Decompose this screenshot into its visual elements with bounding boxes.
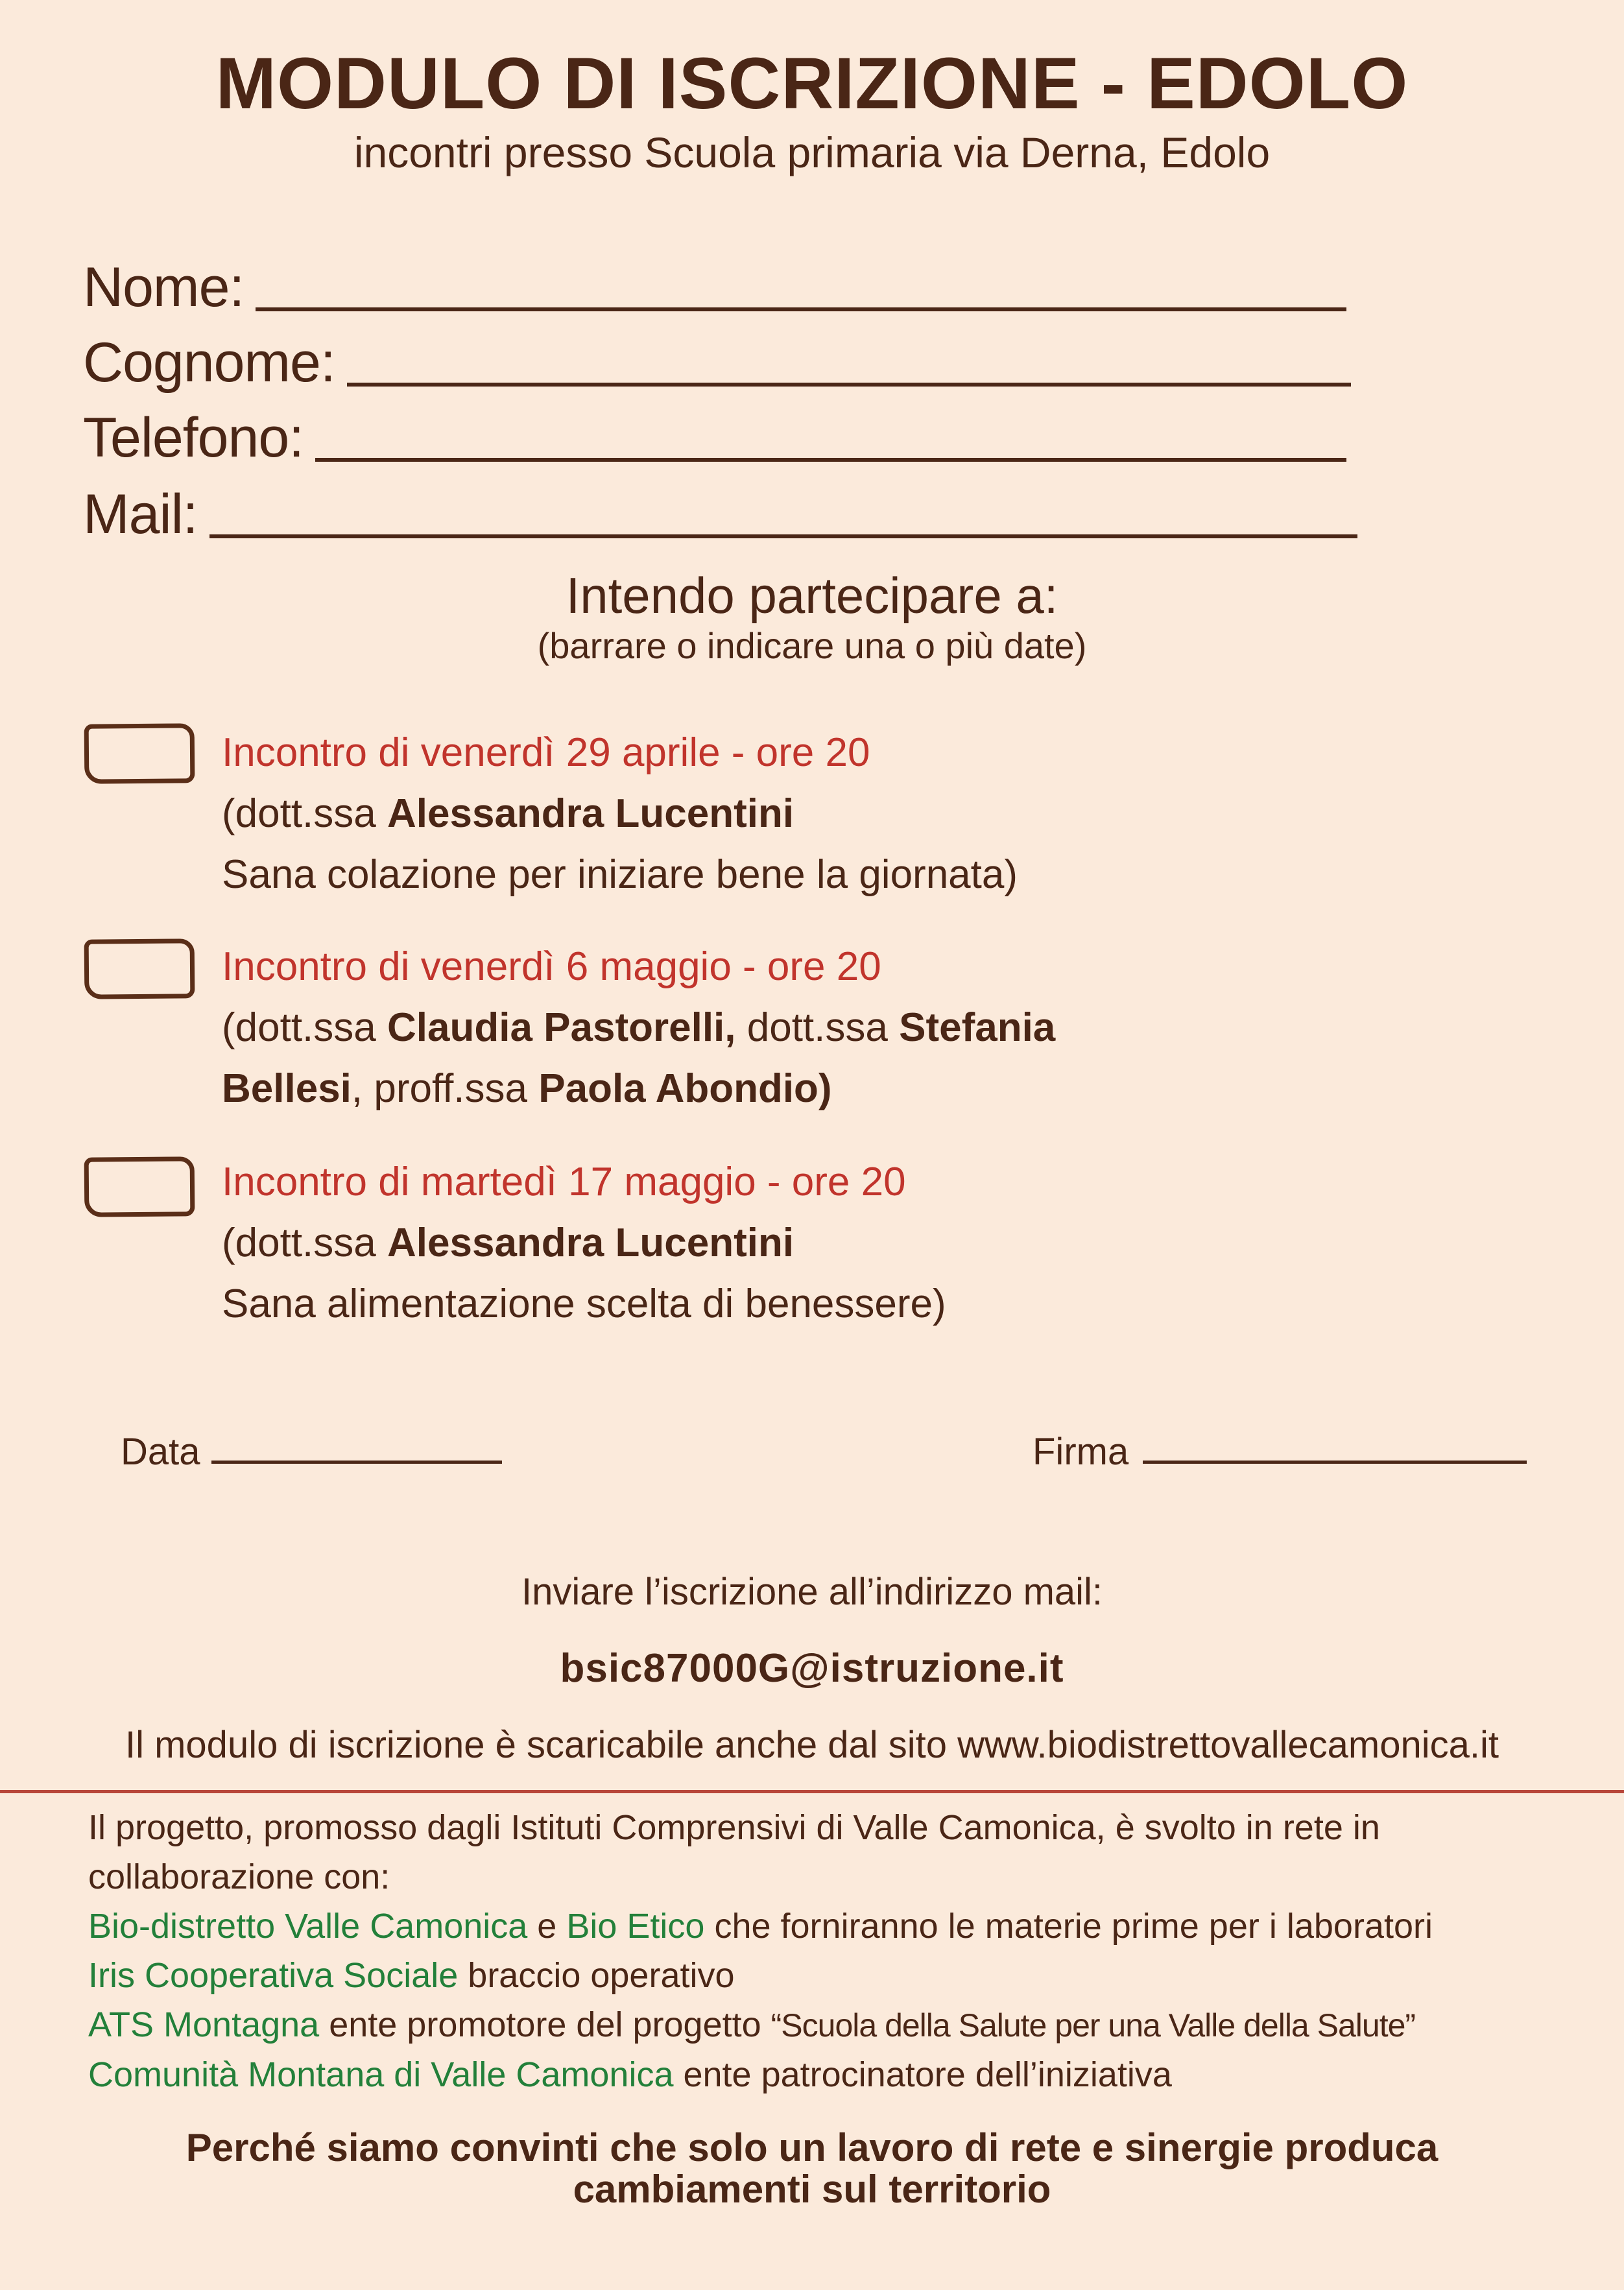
- event-1-speaker: [222, 783, 1018, 844]
- event-3-date: Incontro di martedì 17 maggio - ore 20: [222, 1160, 906, 1204]
- event-1-checkbox[interactable]: [84, 723, 195, 783]
- event-2-title-3: , proff.ssa: [351, 1066, 539, 1111]
- signature-input-line[interactable]: [1143, 1461, 1527, 1464]
- footer-intro-line2: collaborazione con:: [88, 1857, 390, 1896]
- event-2: [222, 936, 1055, 1119]
- signature-label: Firma: [1033, 1431, 1129, 1473]
- mail-input-line[interactable]: [209, 534, 1357, 538]
- partner-bio-etico: Bio Etico: [566, 1907, 705, 1946]
- event-2-title-1: (dott.ssa: [222, 1005, 387, 1050]
- phone-field[interactable]: [83, 401, 1346, 469]
- page-subtitle: incontri presso Scuola primaria via Derna, Edolo: [353, 128, 1271, 176]
- event-2-speaker-1: Claudia Pastorelli,: [387, 1005, 736, 1050]
- event-3-speaker-name: Alessandra Lucentini: [387, 1221, 794, 1265]
- contact-email[interactable]: bsic87000G@istruzione.it: [560, 1646, 1064, 1691]
- phone-label: Telefono:: [83, 407, 304, 469]
- event-3-speaker-title: (dott.ssa: [222, 1221, 387, 1265]
- partner-comunita-montana: Comunità Montana di Valle Camonica: [88, 2055, 674, 2094]
- footer: [88, 1803, 1554, 2099]
- footer-intro-line1: Il progetto, promosso dagli Istituti Comprensivi di Valle Camonica, è svolto in rete in: [88, 1808, 1380, 1847]
- surname-input-line[interactable]: [347, 383, 1351, 387]
- section-divider: [0, 1790, 1624, 1793]
- event-2-checkbox[interactable]: [84, 938, 195, 999]
- event-2-speaker-2-first: Stefania: [899, 1005, 1056, 1050]
- mail-label: Mail:: [83, 483, 198, 545]
- partner-2-desc: braccio operativo: [458, 1956, 735, 1995]
- partner-ats: ATS Montagna: [88, 2005, 320, 2044]
- footer-partner-3: [88, 2000, 1554, 2050]
- name-label: Nome:: [83, 256, 245, 318]
- partner-joiner: e: [527, 1907, 567, 1946]
- page-title: MODULO DI ISCRIZIONE - EDOLO: [215, 43, 1409, 124]
- event-1-topic: Sana colazione per iniziare bene la giornata): [222, 852, 1018, 897]
- event-3: [222, 1152, 946, 1335]
- event-2-speakers-line1: [222, 997, 1055, 1058]
- event-2-date: Incontro di venerdì 6 maggio - ore 20: [222, 944, 881, 989]
- event-2-speakers-line2: [222, 1058, 1055, 1119]
- partner-4-desc: ente patrocinatore dell’iniziativa: [673, 2055, 1172, 2094]
- partner-biodistretto: Bio-distretto Valle Camonica: [88, 1907, 528, 1946]
- participation-heading: Intendo partecipare a:: [566, 567, 1058, 624]
- footer-partner-2: [88, 1951, 1554, 2000]
- send-instructions: Inviare l’iscrizione all’indirizzo mail:: [521, 1571, 1103, 1613]
- surname-label: Cognome:: [83, 331, 335, 394]
- date-label: Data: [121, 1431, 200, 1473]
- event-1: [222, 722, 1018, 905]
- event-3-checkbox[interactable]: [84, 1156, 195, 1217]
- name-input-line[interactable]: [256, 307, 1346, 311]
- participation-note: (barrare o indicare una o più date): [537, 625, 1087, 666]
- partner-1-desc: che forniranno le materie prime per i laboratori: [704, 1907, 1433, 1946]
- event-2-speaker-2-last: Bellesi: [222, 1066, 352, 1111]
- footer-partner-4: [88, 2050, 1554, 2099]
- event-2-title-2: dott.ssa: [735, 1005, 900, 1050]
- event-3-topic: Sana alimentazione scelta di benessere): [222, 1282, 946, 1326]
- closing-line2: cambiamenti sul territorio: [573, 2167, 1051, 2211]
- closing-line1: Perché siamo convinti che solo un lavoro di rete e sinergie produca: [185, 2126, 1439, 2169]
- event-1-speaker-title: (dott.ssa: [222, 791, 387, 836]
- footer-partner-1: [88, 1902, 1554, 1951]
- partner-iris: Iris Cooperativa Sociale: [88, 1956, 459, 1995]
- project-name-quote: “Scuola della Salute per una Valle della Salute”: [770, 2007, 1416, 2044]
- partner-3-desc: ente promotore del progetto: [319, 2005, 771, 2044]
- event-1-speaker-name: Alessandra Lucentini: [387, 791, 794, 836]
- event-2-speaker-3: Paola Abondio): [538, 1066, 832, 1111]
- date-input-line[interactable]: [211, 1461, 502, 1464]
- event-1-date: Incontro di venerdì 29 aprile - ore 20: [222, 730, 870, 775]
- closing-statement: [0, 2127, 1624, 2210]
- phone-input-line[interactable]: [315, 458, 1346, 462]
- download-note: Il modulo di iscrizione è scaricabile anche dal sito www.biodistrettovallecamonica.it: [125, 1724, 1499, 1766]
- event-3-speaker: [222, 1213, 946, 1274]
- mail-field[interactable]: [83, 477, 1357, 545]
- surname-field[interactable]: [83, 326, 1351, 394]
- name-field[interactable]: [83, 250, 1346, 318]
